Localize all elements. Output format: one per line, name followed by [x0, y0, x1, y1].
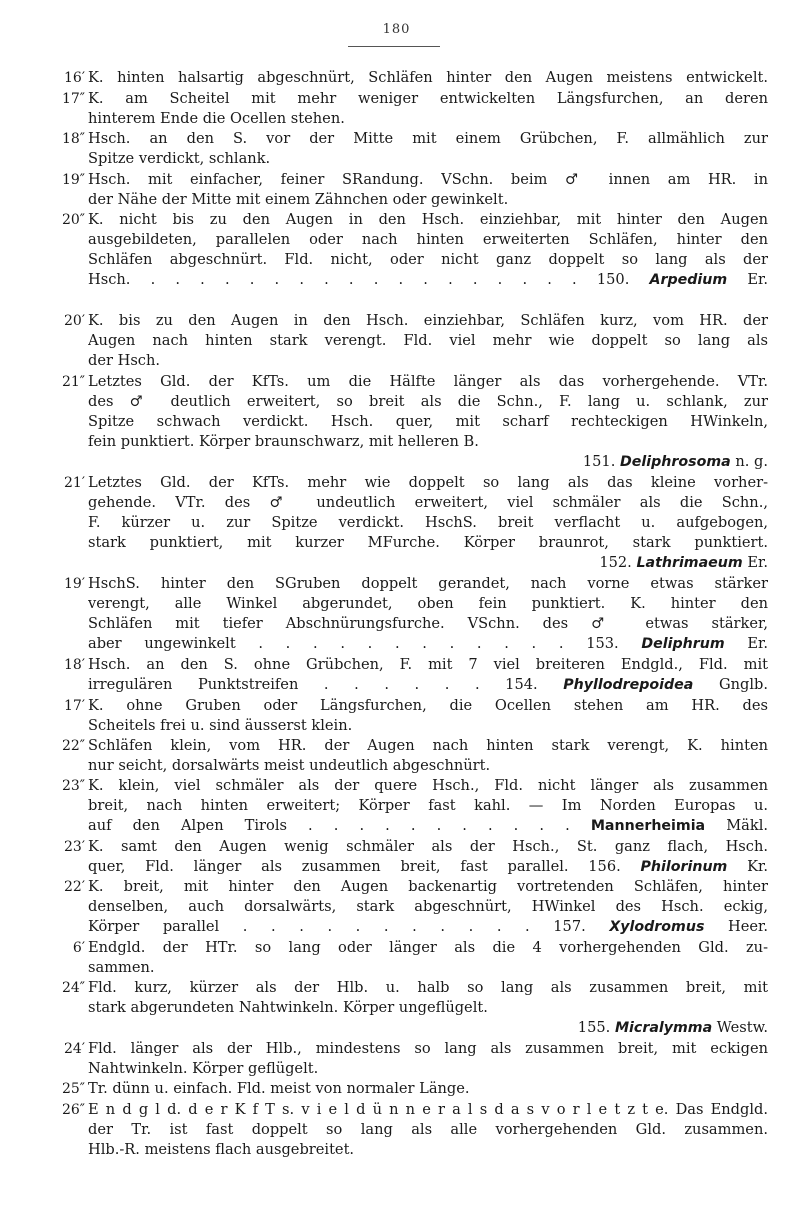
text-line: [88, 372, 768, 392]
entry-text: [88, 89, 768, 129]
text-line: [88, 877, 768, 897]
text-line: [88, 574, 768, 594]
author-abbrev: Gnglb.: [718, 676, 768, 693]
text-line: [88, 1140, 768, 1160]
entry-text: [88, 1079, 768, 1099]
genus-name: Deliphrum: [641, 636, 725, 652]
line-text: fein punktiert. Körper braunschwarz, mit helleren B.: [88, 433, 479, 450]
couplet-number: 25″: [61, 1081, 85, 1097]
line-text: K. hinten halsartig abgeschnürt, Schläfen hinter den Augen meistens entwickelt.: [88, 69, 768, 86]
author-abbrev: Er.: [747, 554, 768, 571]
line-text: stark punktiert, mit kurzer MFurche. Körper braunrot, stark punktiert.: [88, 534, 768, 551]
author-abbrev: Westw.: [716, 1019, 768, 1036]
line-text: Nahtwinkeln. Körper geflügelt.: [88, 1060, 319, 1077]
line-text: breit, nach hinten erweitert; Körper fast kahl. — Im Norden Europas u.: [88, 797, 768, 814]
entry-text: [88, 68, 768, 88]
line-text: Hsch. mit einfacher, feiner SRandung. VSchn. beim ♂ innen am HR. in: [88, 171, 768, 188]
text-line: [88, 392, 768, 412]
line-text: HschS. hinter den SGruben doppelt gerandet, nach vorne etwas stärker: [88, 575, 768, 592]
text-line: [88, 190, 768, 210]
text-line: [88, 736, 768, 756]
line-text: quer, Fld. länger als zusammen breit, fast parallel. 156.: [88, 858, 621, 875]
line-text: aber ungewinkelt . . . . . . . . . . . . 153.: [88, 635, 619, 652]
entry-text: [88, 877, 768, 937]
text-line: [88, 816, 768, 836]
text-line: [88, 796, 768, 816]
line-text: Spitze schwach verdickt. Hsch. quer, mit scharf rechteckigen HWinkeln,: [88, 413, 768, 430]
author-abbrev: Er.: [747, 635, 768, 652]
line-text: Hsch. . . . . . . . . . . . . . . . . . . 150.: [88, 271, 630, 288]
couplet-number: 23′: [64, 839, 85, 855]
author-abbrev: Heer.: [727, 918, 768, 935]
text-line: [88, 857, 768, 877]
line-text: Hlb.-R. meistens flach ausgebreitet.: [88, 1141, 355, 1158]
line-text: Fld. kurz, kürzer als der Hlb. u. halb so lang als zusammen breit, mit: [88, 979, 768, 996]
text-line: [88, 1079, 768, 1099]
couplet-number: 20′: [64, 313, 85, 329]
line-text: Hsch. an den S. ohne Grübchen, F. mit 7 viel breiteren Endgld., Fld. mit: [88, 656, 768, 673]
text-line: [88, 513, 768, 533]
genus-name: Xylodromus: [609, 919, 705, 935]
line-text: Schläfen klein, vom HR. der Augen nach hinten stark verengt, K. hinten: [88, 737, 768, 754]
line-text: E n d g l d. d e r K f T s. v i e l d ü n n e r a l s d a s v o r l e t z t e. Das Endgld.: [88, 1101, 768, 1118]
line-text: K. klein, viel schmäler als der quere Hsch., Fld. nicht länger als zusammen: [88, 777, 768, 794]
entry-text: [88, 473, 768, 573]
text-line: [88, 1018, 768, 1038]
line-text: K. bis zu den Augen in den Hsch. einziehbar, Schläfen kurz, vom HR. der: [88, 312, 768, 329]
line-text: 155.: [577, 1019, 611, 1036]
text-line: [88, 351, 768, 371]
line-text: K. breit, mit hinter den Augen backenartig vortretenden Schläfen, hinter: [88, 878, 768, 895]
text-line: [88, 533, 768, 553]
text-line: [88, 311, 768, 331]
couplet-number: 24′: [64, 1041, 85, 1057]
text-line: [88, 109, 768, 129]
text-line: [88, 614, 768, 634]
couplet-number: 21′: [64, 475, 85, 491]
couplet-number: 22″: [61, 738, 85, 754]
couplet-number: 17′: [64, 698, 85, 714]
text-line: [88, 210, 768, 230]
couplet-number: 18″: [61, 131, 85, 147]
text-line: [88, 331, 768, 351]
text-line: [88, 553, 768, 573]
line-text: der Hsch.: [88, 352, 161, 369]
text-line: [88, 958, 768, 978]
line-text: F. kürzer u. zur Spitze verdickt. HschS. breit verflacht u. aufgebogen,: [88, 514, 768, 531]
text-line: [88, 412, 768, 432]
text-line: [88, 897, 768, 917]
text-line: [88, 837, 768, 857]
text-line: [88, 89, 768, 109]
entry-text: [88, 311, 768, 371]
couplet-number: 16′: [64, 70, 85, 86]
line-text: Augen nach hinten stark verengt. Fld. viel mehr wie doppelt so lang als: [88, 332, 768, 349]
entry-text: [88, 574, 768, 654]
line-text: auf den Alpen Tirols . . . . . . . . . . .: [88, 817, 570, 834]
line-text: 151.: [582, 453, 616, 470]
couplet-number: 24″: [61, 980, 85, 996]
line-text: sammen.: [88, 959, 155, 976]
entry-text: [88, 736, 768, 776]
text-line: [88, 452, 768, 472]
entry-text: [88, 978, 768, 1038]
entry-text: [88, 170, 768, 210]
genus-name: Deliphrosoma: [620, 454, 731, 470]
couplet-number: 19′: [64, 576, 85, 592]
line-text: K. nicht bis zu den Augen in den Hsch. einziehbar, mit hinter den Augen: [88, 211, 768, 228]
text-line: [88, 68, 768, 88]
text-line: [88, 655, 768, 675]
line-text: Schläfen mit tiefer Abschnürungsfurche. VSchn. des ♂ etwas stärker,: [88, 615, 768, 632]
line-text: Hsch. an den S. vor der Mitte mit einem Grübchen, F. allmählich zur: [88, 130, 768, 147]
line-text: K. ohne Gruben oder Längsfurchen, die Ocellen stehen am HR. des: [88, 697, 768, 714]
line-text: des ♂ deutlich erweitert, so breit als die Schn., F. lang u. schlank, zur: [88, 393, 768, 410]
line-text: Spitze verdickt, schlank.: [88, 150, 271, 167]
author-abbrev: n. g.: [735, 453, 768, 470]
entry-text: [88, 129, 768, 169]
line-text: Schläfen abgeschnürt. Fld. nicht, oder nicht ganz doppelt so lang als der: [88, 251, 768, 268]
entry-text: [88, 837, 768, 877]
text-line: [88, 1059, 768, 1079]
couplet-number: 19″: [61, 172, 85, 188]
genus-name: Arpedium: [649, 272, 728, 288]
line-text: Letztes Gld. der KfTs. um die Hälfte länger als das vorhergehende. VTr.: [88, 373, 768, 390]
couplet-number: 21″: [61, 374, 85, 390]
text-line: [88, 129, 768, 149]
entry-text: [88, 1100, 768, 1160]
text-line: [88, 170, 768, 190]
entry-text: [88, 696, 768, 736]
text-line: [88, 493, 768, 513]
line-text: ausgebildeten, parallelen oder nach hinten erweiterten Schläfen, hinter den: [88, 231, 768, 248]
text-line: [88, 594, 768, 614]
genus-name: Micralymma: [614, 1020, 713, 1036]
line-text: Körper parallel . . . . . . . . . . . 157.: [88, 918, 586, 935]
header-rule: [348, 46, 440, 47]
couplet-number: 17″: [61, 91, 85, 107]
text-line: [88, 716, 768, 736]
text-line: [88, 270, 768, 290]
text-line: [88, 634, 768, 654]
author-abbrev: Er.: [747, 271, 768, 288]
couplet-number: 22′: [64, 879, 85, 895]
entry-text: [88, 655, 768, 695]
line-text: Endgld. der HTr. so lang oder länger als die 4 vorhergehenden Gld. zu-: [88, 939, 768, 956]
text-line: [88, 917, 768, 937]
text-line: [88, 938, 768, 958]
line-text: 152.: [599, 554, 632, 571]
couplet-number: 26″: [61, 1102, 85, 1118]
text-line: [88, 250, 768, 270]
line-text: K. am Scheitel mit mehr weniger entwickelten Längsfurchen, an deren: [88, 90, 768, 107]
text-line: [88, 675, 768, 695]
entry-text: [88, 1039, 768, 1079]
couplet-number: 6′: [72, 940, 85, 956]
entry-text: [88, 938, 768, 978]
text-line: [88, 230, 768, 250]
text-line: [88, 998, 768, 1018]
entry-text: [88, 372, 768, 472]
couplet-number: 20″: [61, 212, 85, 228]
couplet-number: 18′: [64, 657, 85, 673]
line-text: denselben, auch dorsalwärts, stark abgeschnürt, HWinkel des Hsch. eckig,: [88, 898, 768, 915]
line-text: Tr. dünn u. einfach. Fld. meist von normaler Länge.: [88, 1080, 470, 1097]
text-line: [88, 1120, 768, 1140]
text-line: [88, 149, 768, 169]
line-text: verengt, alle Winkel abgerundet, oben fein punktiert. K. hinter den: [88, 595, 768, 612]
line-text: Fld. länger als der Hlb., mindestens so lang als zusammen breit, mit eckigen: [88, 1040, 768, 1057]
author-abbrev: Mäkl.: [726, 817, 768, 834]
author-abbrev: Kr.: [747, 858, 768, 875]
text-line: [88, 1100, 768, 1120]
text-line: [88, 776, 768, 796]
line-text: hinterem Ende die Ocellen stehen.: [88, 110, 345, 127]
text-line: [88, 756, 768, 776]
genus-name: Phyllodrepoidea: [563, 677, 694, 693]
text-line: [88, 696, 768, 716]
line-text: gehende. VTr. des ♂ undeutlich erweitert, viel schmäler als die Schn.,: [88, 494, 768, 511]
entry-text: [88, 210, 768, 290]
line-text: K. samt den Augen wenig schmäler als der Hsch., St. ganz flach, Hsch.: [88, 838, 768, 855]
line-text: irregulären Punktstreifen . . . . . . 154.: [88, 676, 538, 693]
line-text: stark abgerundeten Nahtwinkeln. Körper ungeflügelt.: [88, 999, 488, 1016]
text-line: [88, 978, 768, 998]
genus-name: Mannerheimia: [590, 818, 706, 834]
page-number: 180: [382, 22, 411, 37]
text-line: [88, 473, 768, 493]
text-line: [88, 1039, 768, 1059]
couplet-number: 23″: [61, 778, 85, 794]
line-text: der Tr. ist fast doppelt so lang als alle vorhergehenden Gld. zusammen.: [88, 1121, 768, 1138]
line-text: der Nähe der Mitte mit einem Zähnchen oder gewinkelt.: [88, 191, 509, 208]
line-text: Letztes Gld. der KfTs. mehr wie doppelt so lang als das kleine vorher-: [88, 474, 768, 491]
genus-name: Philorinum: [640, 859, 728, 875]
line-text: nur seicht, dorsalwärts meist undeutlich abgeschnürt.: [88, 757, 491, 774]
line-text: Scheitels frei u. sind äusserst klein.: [88, 717, 353, 734]
entry-text: [88, 776, 768, 836]
text-line: [88, 432, 768, 452]
genus-name: Lathrimaeum: [636, 555, 743, 571]
